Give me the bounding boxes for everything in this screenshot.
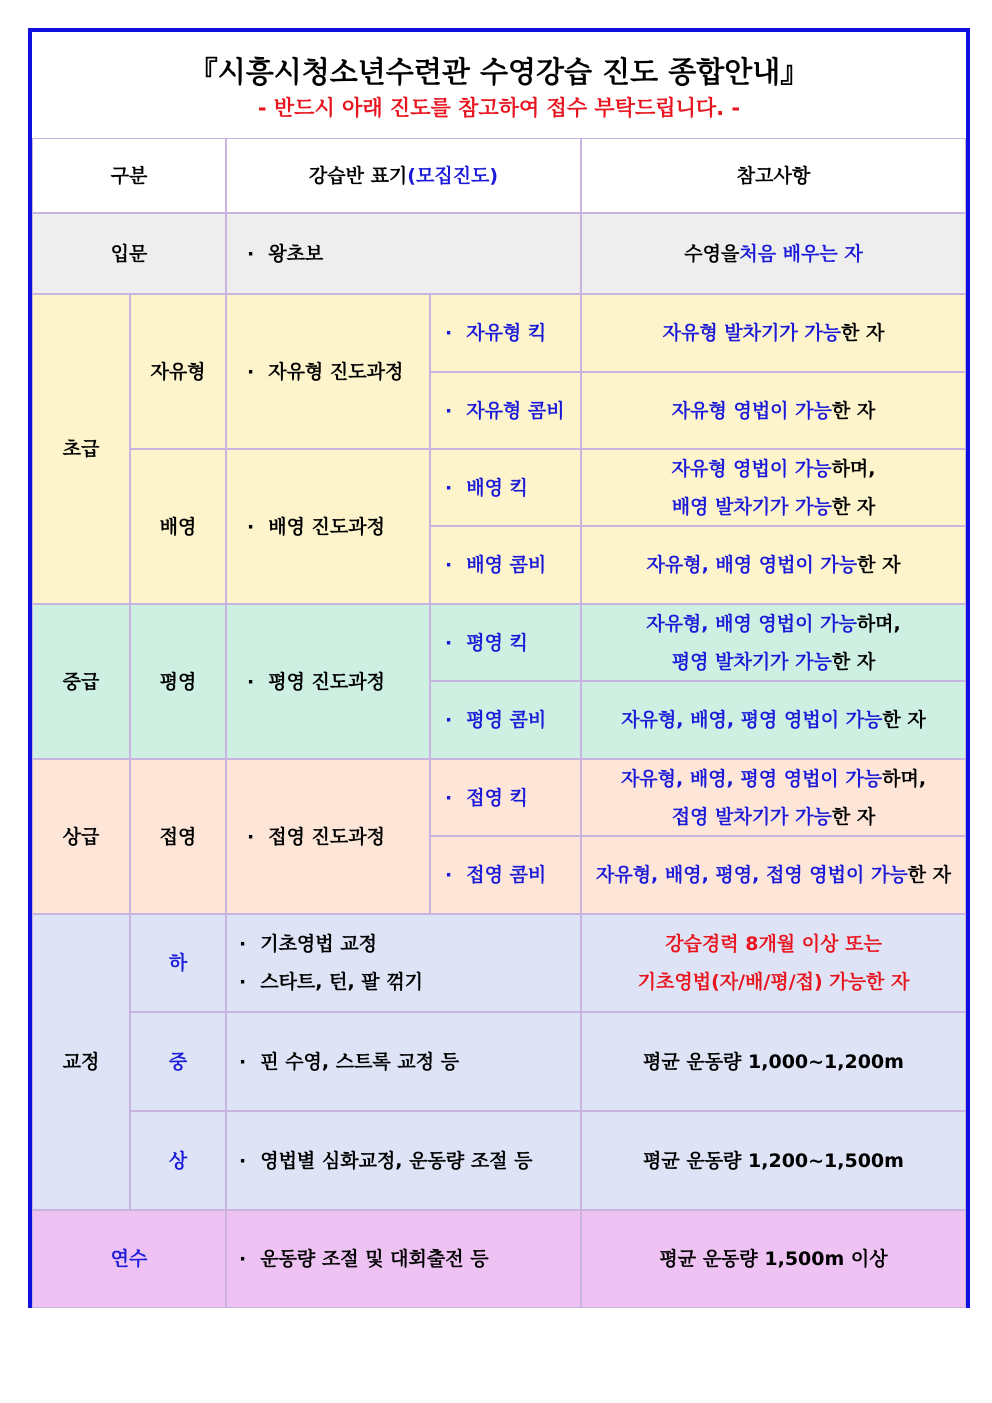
note-blue-text: 자유형, 배영, 평영, 접영 영법이 가능 xyxy=(595,864,908,886)
intro-note xyxy=(581,213,966,294)
advanced-combi-label: 접영 콤비 xyxy=(466,864,547,886)
correction-high-grade-label: 상 xyxy=(168,1149,188,1172)
intermediate-course xyxy=(226,604,430,759)
correction-mid-note-label: 평균 운동량 1,000~1,200m xyxy=(643,1050,904,1073)
advanced-course xyxy=(226,759,430,914)
note-line-1 xyxy=(672,450,876,488)
training-item xyxy=(226,1210,581,1308)
advanced-kick-note xyxy=(581,759,966,836)
beginner-free-combi-label: 자유형 콤비 xyxy=(466,399,565,422)
advanced-combi-note xyxy=(581,836,966,914)
correction-high-item xyxy=(226,1111,581,1210)
note-line-2 xyxy=(672,488,875,526)
beginner-back-kick xyxy=(430,449,581,526)
advanced-course-label: 접영 진도과정 xyxy=(268,825,385,848)
header-class-label: 강습반 표기 xyxy=(308,164,408,187)
intro-note-blue: 처음 배우는 자 xyxy=(739,242,863,265)
advanced-level xyxy=(32,759,130,914)
page-subtitle: - 반드시 아래 진도를 참고하여 접수 부탁드립니다. - xyxy=(257,96,741,120)
bullet-dot: · xyxy=(445,322,453,344)
beginner-back-combi xyxy=(430,526,581,604)
intermediate-kick-label: 평영 킥 xyxy=(466,631,528,654)
intro-course-label: 왕초보 xyxy=(268,242,324,265)
advanced-stroke-label: 접영 xyxy=(159,825,197,848)
correction-mid-grade xyxy=(130,1012,226,1111)
correction-low-item-2 xyxy=(239,963,423,1001)
note-blue-text: 자유형, 배영, 평영 영법이 가능 xyxy=(620,767,883,790)
bullet-dot: · xyxy=(239,1149,247,1172)
correction-high-note-label: 평균 운동량 1,200~1,500m xyxy=(643,1149,904,1172)
beginner-free-stroke-label: 자유형 xyxy=(150,360,206,383)
bullet-dot: · xyxy=(239,1248,247,1270)
correction-low-grade-label: 하 xyxy=(168,952,188,974)
training-note-label: 평균 운동량 1,500m 이상 xyxy=(659,1248,888,1270)
training-level xyxy=(32,1210,226,1308)
note-line-2 xyxy=(672,643,875,681)
intermediate-kick-note xyxy=(581,604,966,681)
intermediate-kick xyxy=(430,604,581,681)
intermediate-level-label: 중급 xyxy=(62,670,100,693)
correction-low-item-2-label: 스타트, 턴, 팔 꺾기 xyxy=(260,971,423,993)
bullet-dot: · xyxy=(239,933,247,955)
note-end-text: 하며, xyxy=(831,457,876,480)
note-blue-text: 자유형, 배영 영법이 가능 xyxy=(646,612,857,635)
intro-note-prefix: 수영을 xyxy=(684,242,740,265)
bullet-dot: · xyxy=(239,971,247,993)
intro-level-label: 입문 xyxy=(110,242,148,265)
intermediate-combi-label: 평영 콤비 xyxy=(466,709,547,731)
intro-level xyxy=(32,213,226,294)
advanced-stroke xyxy=(130,759,226,914)
title-block xyxy=(32,32,966,138)
correction-mid-grade-label: 중 xyxy=(168,1050,188,1073)
advanced-kick-label: 접영 킥 xyxy=(466,786,528,809)
correction-low-items xyxy=(226,914,581,1012)
note-blue-text: 자유형 영법이 가능 xyxy=(671,399,832,422)
training-note xyxy=(581,1210,966,1308)
beginner-back-stroke xyxy=(130,449,226,604)
advanced-level-label: 상급 xyxy=(62,825,100,848)
beginner-back-combi-label: 배영 콤비 xyxy=(466,554,547,576)
beginner-free-kick xyxy=(430,294,581,372)
training-item-label: 운동량 조절 및 대회출전 등 xyxy=(260,1248,489,1270)
note-blue-text: 자유형 발차기가 가능 xyxy=(662,322,842,344)
training-level-label: 연수 xyxy=(110,1248,148,1270)
bullet-dot: · xyxy=(445,476,453,499)
correction-mid-item xyxy=(226,1012,581,1111)
header-class xyxy=(226,138,581,213)
intermediate-combi-note xyxy=(581,681,966,759)
intermediate-combi xyxy=(430,681,581,759)
note-blue-text: 평영 발차기가 가능 xyxy=(671,650,832,673)
correction-low-note-line-2: 기초영법(자/배/평/접) 가능한 자 xyxy=(637,971,910,993)
note-end-text: 하며, xyxy=(856,612,901,635)
bullet-dot: · xyxy=(445,399,453,422)
header-notes-label: 참고사항 xyxy=(736,164,811,187)
header-category-label: 구분 xyxy=(110,164,148,187)
beginner-free-stroke xyxy=(130,294,226,449)
note-line-2 xyxy=(672,798,875,836)
header-class-paren: (모집진도) xyxy=(407,164,499,187)
bullet-dot: · xyxy=(247,242,255,265)
beginner-back-stroke-label: 배영 xyxy=(159,515,197,538)
bullet-dot: · xyxy=(445,709,453,731)
bullet-dot: · xyxy=(445,631,453,654)
beginner-back-kick-note xyxy=(581,449,966,526)
page-title: 『시흥시청소년수련관 수영강습 진도 종합안내』 xyxy=(188,55,810,89)
correction-low-note xyxy=(581,914,966,1012)
correction-low-note-line-1: 강습경력 8개월 이상 또는 xyxy=(665,933,882,955)
beginner-level xyxy=(32,294,130,604)
correction-level xyxy=(32,914,130,1210)
intermediate-course-label: 평영 진도과정 xyxy=(268,670,385,693)
advanced-kick xyxy=(430,759,581,836)
note-blue-text: 자유형 영법이 가능 xyxy=(671,457,832,480)
bullet-dot: · xyxy=(247,515,255,538)
note-end-text: 하며, xyxy=(882,767,927,790)
note-end-text: 한 자 xyxy=(831,399,876,422)
beginner-back-course xyxy=(226,449,430,604)
correction-mid-item-label: 핀 수영, 스트록 교정 등 xyxy=(260,1050,460,1073)
note-line-1 xyxy=(621,760,926,798)
note-blue-text: 자유형, 배영, 평영 영법이 가능 xyxy=(621,709,883,731)
beginner-free-combi-note xyxy=(581,372,966,449)
guide-frame xyxy=(28,28,970,1308)
beginner-level-label: 초급 xyxy=(62,438,100,460)
beginner-free-combi xyxy=(430,372,581,449)
bullet-dot: · xyxy=(445,864,453,886)
note-end-text: 한 자 xyxy=(882,709,926,731)
correction-mid-note xyxy=(581,1012,966,1111)
correction-high-note xyxy=(581,1111,966,1210)
note-blue-text: 자유형, 배영 영법이 가능 xyxy=(646,554,858,576)
bullet-dot: · xyxy=(247,825,255,848)
correction-low-item-1 xyxy=(239,925,377,963)
note-end-text: 한 자 xyxy=(907,864,951,886)
beginner-free-course xyxy=(226,294,430,449)
intro-course xyxy=(226,213,581,294)
correction-low-grade xyxy=(130,914,226,1012)
bullet-dot: · xyxy=(445,554,453,576)
note-end-text: 한 자 xyxy=(857,554,901,576)
note-blue-text: 접영 발차기가 가능 xyxy=(671,805,832,828)
note-end-text: 한 자 xyxy=(831,495,876,518)
intermediate-stroke xyxy=(130,604,226,759)
correction-low-item-1-label: 기초영법 교정 xyxy=(260,933,377,955)
header-category xyxy=(32,138,226,213)
bullet-dot: · xyxy=(445,786,453,809)
beginner-free-kick-note xyxy=(581,294,966,372)
correction-high-item-label: 영법별 심화교정, 운동량 조절 등 xyxy=(260,1149,533,1172)
beginner-free-course-label: 자유형 진도과정 xyxy=(268,360,404,383)
bullet-dot: · xyxy=(247,670,255,693)
correction-level-label: 교정 xyxy=(62,1051,100,1073)
note-end-text: 한 자 xyxy=(831,805,876,828)
bullet-dot: · xyxy=(239,1050,247,1073)
header-notes xyxy=(581,138,966,213)
bullet-dot: · xyxy=(247,360,255,383)
intermediate-stroke-label: 평영 xyxy=(159,670,197,693)
beginner-back-course-label: 배영 진도과정 xyxy=(268,515,385,538)
intermediate-level xyxy=(32,604,130,759)
beginner-free-kick-label: 자유형 킥 xyxy=(466,322,547,344)
note-blue-text: 배영 발차기가 가능 xyxy=(671,495,832,518)
note-end-text: 한 자 xyxy=(831,650,876,673)
beginner-back-kick-label: 배영 킥 xyxy=(466,476,528,499)
beginner-back-combi-note xyxy=(581,526,966,604)
note-end-text: 한 자 xyxy=(841,322,885,344)
note-line-1 xyxy=(646,605,901,643)
correction-high-grade xyxy=(130,1111,226,1210)
advanced-combi xyxy=(430,836,581,914)
